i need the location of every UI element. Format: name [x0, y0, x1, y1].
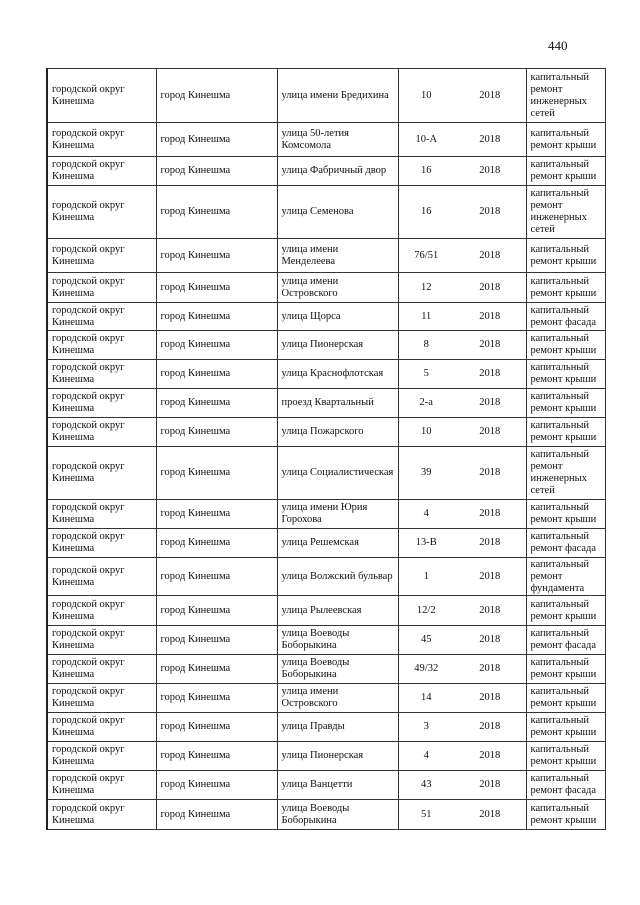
year-cell: 2018 [454, 273, 526, 303]
work-type-cell: капитальный ремонт крыши [526, 500, 605, 529]
street-cell: улица Пионерская [277, 742, 398, 771]
house-number-cell: 2-а [398, 389, 454, 418]
house-number-cell: 45 [398, 626, 454, 655]
street-cell: улица Семенова [277, 186, 398, 239]
district-cell: городской округ Кинешма [47, 626, 156, 655]
year-cell: 2018 [454, 239, 526, 273]
work-type-cell: капитальный ремонт крыши [526, 239, 605, 273]
district-cell: городской округ Кинешма [47, 239, 156, 273]
year-cell: 2018 [454, 684, 526, 713]
city-cell: город Кинешма [156, 800, 277, 830]
work-type-cell: капитальный ремонт фундамента [526, 558, 605, 596]
street-cell: проезд Квартальный [277, 389, 398, 418]
work-type-cell: капитальный ремонт крыши [526, 713, 605, 742]
house-number-cell: 49/32 [398, 655, 454, 684]
table-row [47, 655, 605, 684]
year-cell: 2018 [454, 389, 526, 418]
street-cell: улица Правды [277, 713, 398, 742]
street-cell: улица имени Менделеева [277, 239, 398, 273]
house-number-cell: 14 [398, 684, 454, 713]
district-cell: городской округ Кинешма [47, 771, 156, 800]
house-number-cell: 4 [398, 500, 454, 529]
house-number-cell: 4 [398, 742, 454, 771]
city-cell: город Кинешма [156, 389, 277, 418]
district-cell: городской округ Кинешма [47, 273, 156, 303]
work-type-cell: капитальный ремонт фасада [526, 529, 605, 558]
year-cell: 2018 [454, 558, 526, 596]
year-cell: 2018 [454, 331, 526, 360]
house-number-cell: 10 [398, 418, 454, 447]
district-cell: городской округ Кинешма [47, 447, 156, 500]
table-row [47, 418, 605, 447]
street-cell: улица Рылеевская [277, 596, 398, 626]
work-type-cell: капитальный ремонт инженерных сетей [526, 447, 605, 500]
year-cell: 2018 [454, 655, 526, 684]
work-type-cell: капитальный ремонт крыши [526, 331, 605, 360]
work-type-cell: капитальный ремонт фасада [526, 626, 605, 655]
district-cell: городской округ Кинешма [47, 303, 156, 331]
table-row [47, 684, 605, 713]
year-cell: 2018 [454, 771, 526, 800]
city-cell: город Кинешма [156, 771, 277, 800]
district-cell: городской округ Кинешма [47, 418, 156, 447]
city-cell: город Кинешма [156, 418, 277, 447]
year-cell: 2018 [454, 157, 526, 186]
table-row [47, 742, 605, 771]
house-number-cell: 1 [398, 558, 454, 596]
city-cell: город Кинешма [156, 500, 277, 529]
district-cell: городской округ Кинешма [47, 360, 156, 389]
work-type-cell: капитальный ремонт крыши [526, 360, 605, 389]
year-cell: 2018 [454, 596, 526, 626]
year-cell: 2018 [454, 360, 526, 389]
table-row [47, 331, 605, 360]
city-cell: город Кинешма [156, 529, 277, 558]
house-number-cell: 10 [398, 69, 454, 123]
work-type-cell: капитальный ремонт инженерных сетей [526, 186, 605, 239]
year-cell: 2018 [454, 447, 526, 500]
year-cell: 2018 [454, 303, 526, 331]
work-type-cell: капитальный ремонт крыши [526, 418, 605, 447]
house-number-cell: 3 [398, 713, 454, 742]
district-cell: городской округ Кинешма [47, 800, 156, 830]
city-cell: город Кинешма [156, 742, 277, 771]
year-cell: 2018 [454, 123, 526, 157]
city-cell: город Кинешма [156, 239, 277, 273]
street-cell: улица Ванцетти [277, 771, 398, 800]
house-number-cell: 39 [398, 447, 454, 500]
table-row [47, 389, 605, 418]
street-cell: улица Фабричный двор [277, 157, 398, 186]
city-cell: город Кинешма [156, 303, 277, 331]
district-cell: городской округ Кинешма [47, 500, 156, 529]
house-number-cell: 16 [398, 186, 454, 239]
work-type-cell: капитальный ремонт крыши [526, 742, 605, 771]
city-cell: город Кинешма [156, 157, 277, 186]
year-cell: 2018 [454, 626, 526, 655]
year-cell: 2018 [454, 800, 526, 830]
work-type-cell: капитальный ремонт крыши [526, 684, 605, 713]
table-row [47, 360, 605, 389]
house-number-cell: 51 [398, 800, 454, 830]
district-cell: городской округ Кинешма [47, 529, 156, 558]
street-cell: улица Воеводы Боборыкина [277, 655, 398, 684]
table-row [47, 303, 605, 331]
district-cell: городской округ Кинешма [47, 684, 156, 713]
district-cell: городской округ Кинешма [47, 713, 156, 742]
house-number-cell: 43 [398, 771, 454, 800]
city-cell: город Кинешма [156, 655, 277, 684]
table-row [47, 157, 605, 186]
street-cell: улица имени Островского [277, 684, 398, 713]
district-cell: городской округ Кинешма [47, 331, 156, 360]
district-cell: городской округ Кинешма [47, 596, 156, 626]
street-cell: улица Пионерская [277, 331, 398, 360]
city-cell: город Кинешма [156, 558, 277, 596]
city-cell: город Кинешма [156, 713, 277, 742]
city-cell: город Кинешма [156, 331, 277, 360]
district-cell: городской округ Кинешма [47, 742, 156, 771]
table-row [47, 713, 605, 742]
city-cell: город Кинешма [156, 684, 277, 713]
street-cell: улица имени Островского [277, 273, 398, 303]
work-type-cell: капитальный ремонт фасада [526, 303, 605, 331]
year-cell: 2018 [454, 713, 526, 742]
district-cell: городской округ Кинешма [47, 186, 156, 239]
table-row [47, 800, 605, 830]
street-cell: улица Щорса [277, 303, 398, 331]
district-cell: городской округ Кинешма [47, 157, 156, 186]
table-row [47, 529, 605, 558]
table-row [47, 771, 605, 800]
year-cell: 2018 [454, 418, 526, 447]
work-type-cell: капитальный ремонт инженерных сетей [526, 69, 605, 123]
city-cell: город Кинешма [156, 69, 277, 123]
city-cell: город Кинешма [156, 596, 277, 626]
table-row [47, 626, 605, 655]
year-cell: 2018 [454, 500, 526, 529]
repair-table [46, 68, 606, 830]
work-type-cell: капитальный ремонт крыши [526, 596, 605, 626]
work-type-cell: капитальный ремонт крыши [526, 389, 605, 418]
page-number: 440 [548, 38, 568, 53]
house-number-cell: 11 [398, 303, 454, 331]
street-cell: улица Воеводы Боборыкина [277, 800, 398, 830]
table-row [47, 69, 605, 123]
work-type-cell: капитальный ремонт крыши [526, 273, 605, 303]
year-cell: 2018 [454, 186, 526, 239]
city-cell: город Кинешма [156, 360, 277, 389]
district-cell: городской округ Кинешма [47, 389, 156, 418]
table-row [47, 500, 605, 529]
street-cell: улица Пожарского [277, 418, 398, 447]
house-number-cell: 10-А [398, 123, 454, 157]
work-type-cell: капитальный ремонт крыши [526, 123, 605, 157]
house-number-cell: 8 [398, 331, 454, 360]
city-cell: город Кинешма [156, 626, 277, 655]
table-row [47, 123, 605, 157]
street-cell: улица имени Юрия Горохова [277, 500, 398, 529]
district-cell: городской округ Кинешма [47, 69, 156, 123]
district-cell: городской округ Кинешма [47, 558, 156, 596]
city-cell: город Кинешма [156, 186, 277, 239]
year-cell: 2018 [454, 529, 526, 558]
work-type-cell: капитальный ремонт крыши [526, 800, 605, 830]
street-cell: улица Волжский бульвар [277, 558, 398, 596]
street-cell: улица имени Бредихина [277, 69, 398, 123]
year-cell: 2018 [454, 69, 526, 123]
year-cell: 2018 [454, 742, 526, 771]
table-row [47, 273, 605, 303]
street-cell: улица Краснофлотская [277, 360, 398, 389]
house-number-cell: 16 [398, 157, 454, 186]
street-cell: улица Социалистическая [277, 447, 398, 500]
work-type-cell: капитальный ремонт крыши [526, 655, 605, 684]
table-row [47, 596, 605, 626]
street-cell: улица Воеводы Боборыкина [277, 626, 398, 655]
table-row [47, 558, 605, 596]
city-cell: город Кинешма [156, 273, 277, 303]
house-number-cell: 13-В [398, 529, 454, 558]
district-cell: городской округ Кинешма [47, 123, 156, 157]
street-cell: улица Решемская [277, 529, 398, 558]
district-cell: городской округ Кинешма [47, 655, 156, 684]
city-cell: город Кинешма [156, 123, 277, 157]
table-row [47, 239, 605, 273]
house-number-cell: 76/51 [398, 239, 454, 273]
work-type-cell: капитальный ремонт фасада [526, 771, 605, 800]
street-cell: улица 50-летия Комсомола [277, 123, 398, 157]
city-cell: город Кинешма [156, 447, 277, 500]
table-row [47, 186, 605, 239]
house-number-cell: 12/2 [398, 596, 454, 626]
house-number-cell: 5 [398, 360, 454, 389]
house-number-cell: 12 [398, 273, 454, 303]
work-type-cell: капитальный ремонт крыши [526, 157, 605, 186]
table-row [47, 447, 605, 500]
